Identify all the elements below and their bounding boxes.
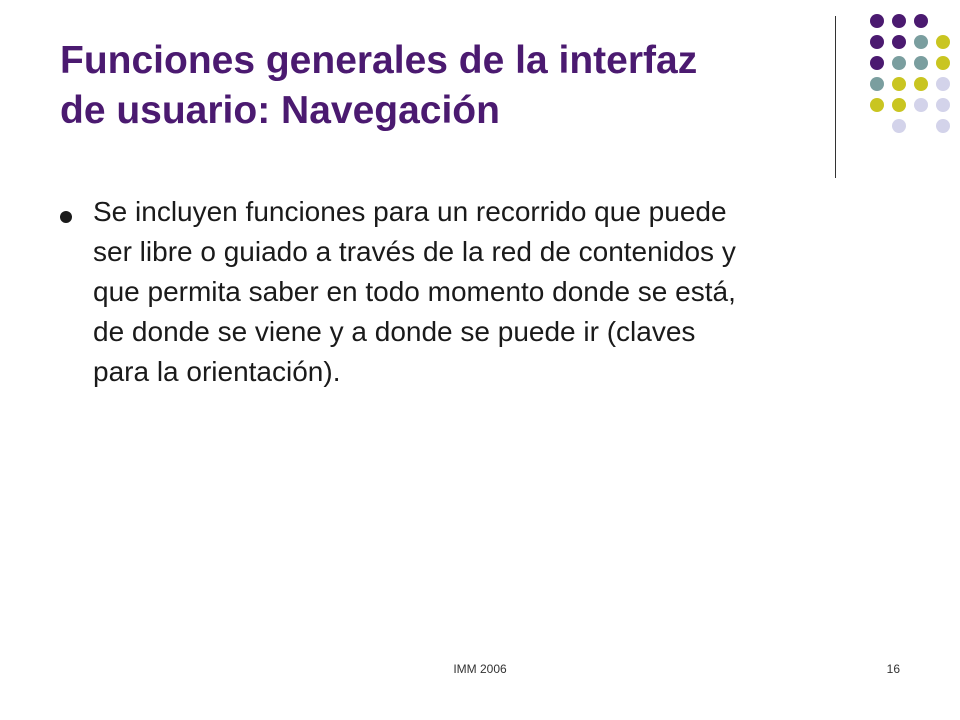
slide-title-line-2: de usuario: Navegación bbox=[60, 89, 500, 132]
decorative-vertical-line bbox=[835, 16, 836, 178]
decorative-dot bbox=[914, 77, 928, 91]
decorative-dot bbox=[914, 14, 928, 28]
decorative-dot bbox=[914, 98, 928, 112]
bullet-item bbox=[60, 192, 880, 392]
slide-title bbox=[60, 36, 820, 136]
decorative-dot bbox=[870, 77, 884, 91]
bullet-line: de donde se viene y a donde se puede ir (claves bbox=[93, 316, 696, 347]
decorative-dot bbox=[892, 56, 906, 70]
decorative-dot bbox=[914, 35, 928, 49]
decorative-dot bbox=[936, 35, 950, 49]
decorative-dot bbox=[870, 14, 884, 28]
bullet-line: ser libre o guiado a través de la red de contenidos y bbox=[93, 236, 736, 267]
decorative-dot bbox=[892, 119, 906, 133]
decorative-dot bbox=[892, 98, 906, 112]
bullet-line: para la orientación). bbox=[93, 356, 341, 387]
decorative-dot bbox=[892, 77, 906, 91]
decorative-dot bbox=[914, 56, 928, 70]
decorative-dot bbox=[870, 56, 884, 70]
bullet-icon bbox=[60, 211, 72, 223]
bullet-text bbox=[93, 192, 880, 392]
decorative-dot bbox=[870, 35, 884, 49]
footer-text: IMM 2006 bbox=[453, 662, 507, 676]
decorative-dot bbox=[870, 98, 884, 112]
slide-number: 16 bbox=[886, 662, 900, 676]
slide-title-line-1: Funciones generales de la interfaz bbox=[60, 39, 698, 82]
decorative-dot bbox=[936, 56, 950, 70]
decorative-dot bbox=[892, 14, 906, 28]
content-body bbox=[60, 192, 880, 392]
decorative-dot bbox=[936, 119, 950, 133]
decorative-dot bbox=[892, 35, 906, 49]
decorative-dot bbox=[936, 98, 950, 112]
bullet-line: Se incluyen funciones para un recorrido que puede bbox=[93, 196, 727, 227]
bullet-line: que permita saber en todo momento donde se está, bbox=[93, 276, 736, 307]
decorative-dot bbox=[936, 77, 950, 91]
